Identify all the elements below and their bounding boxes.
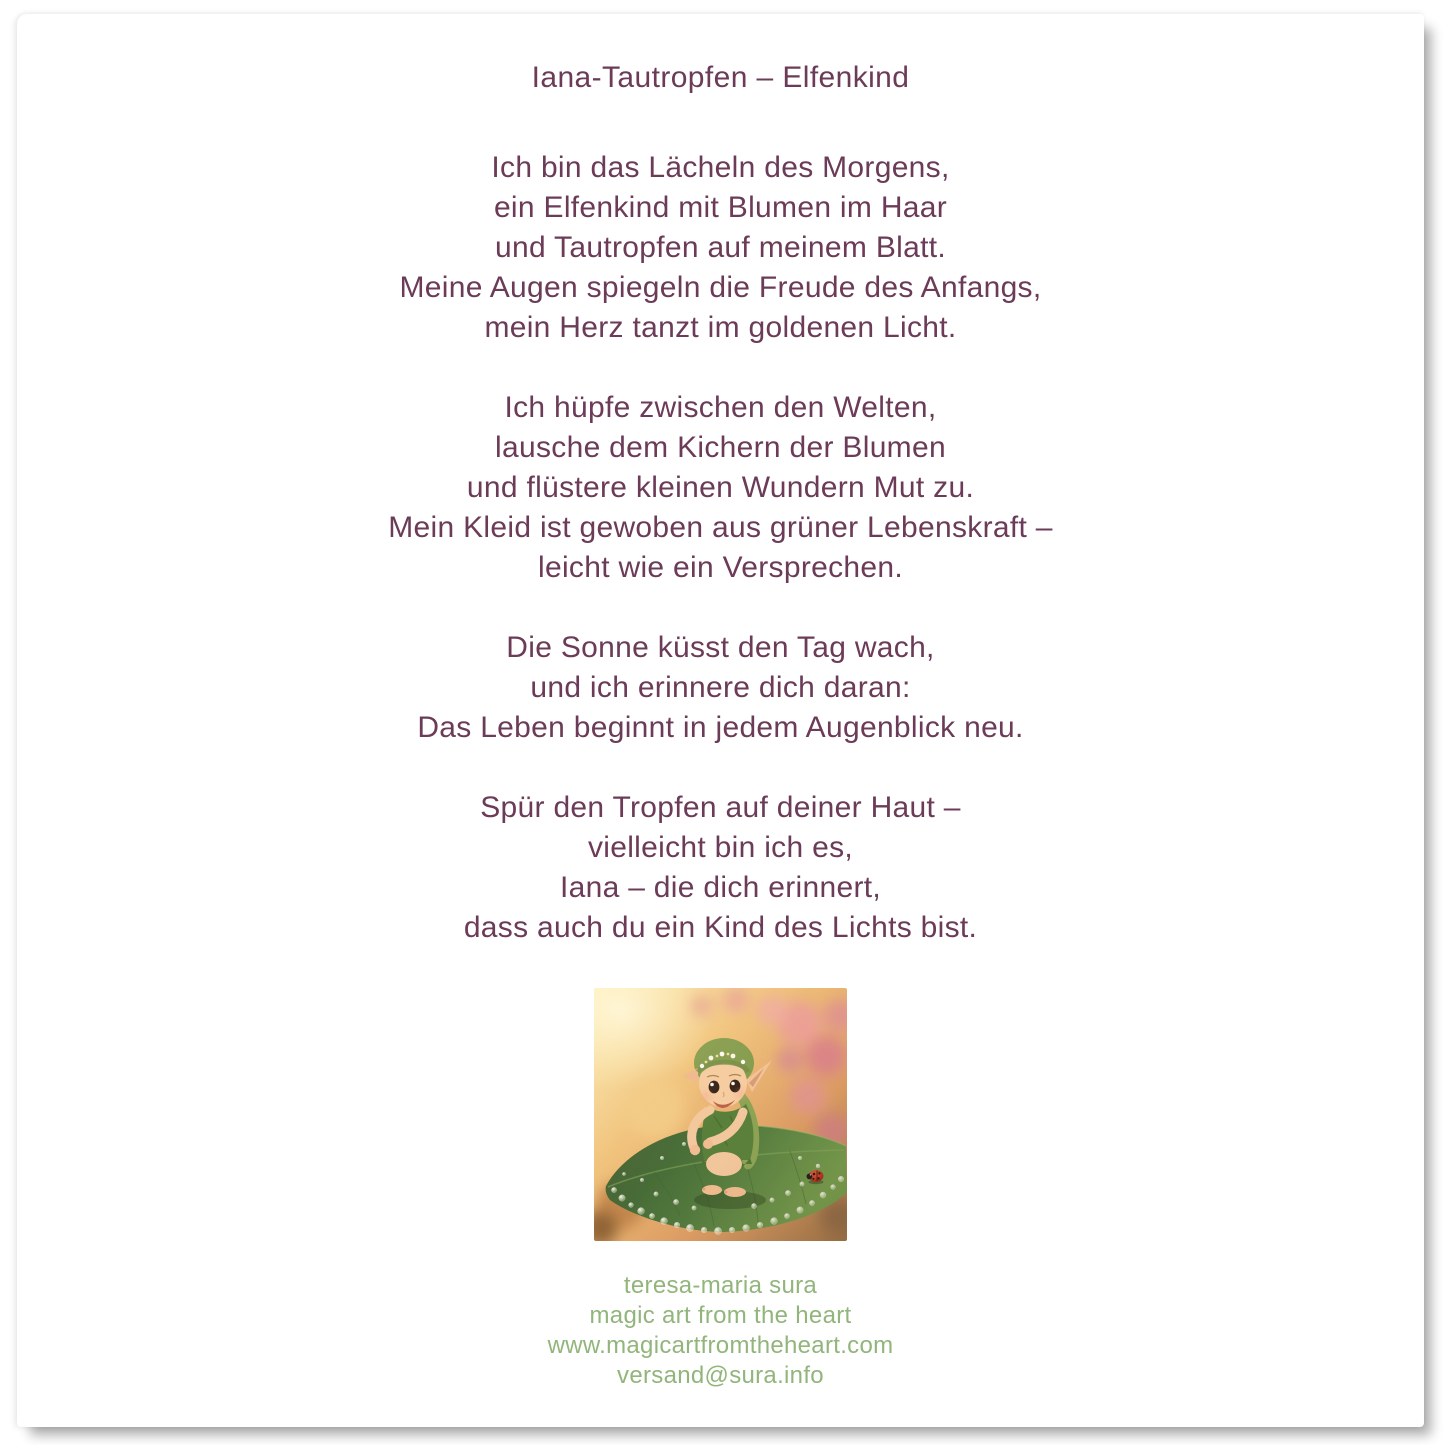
poem-title: Iana-Tautropfen – Elfenkind <box>531 61 910 94</box>
text-line: Ich bin das Lächeln des Morgens, <box>491 151 950 184</box>
poem-stanza-1 <box>17 148 1424 348</box>
text-line: und ich erinnere dich daran: <box>530 671 911 704</box>
text-line: und Tautropfen auf meinem Blatt. <box>495 231 946 264</box>
text-line: und flüstere kleinen Wundern Mut zu. <box>466 471 975 504</box>
text-line: dass auch du ein Kind des Lichts bist. <box>463 911 978 944</box>
text-line: www.magicartfromtheheart.com <box>547 1332 894 1359</box>
text-line: ein Elfenkind mit Blumen im Haar <box>493 191 948 224</box>
light-overlay <box>594 988 847 1241</box>
text-line: Ich hüpfe zwischen den Welten, <box>504 391 937 424</box>
poem-card <box>17 14 1424 1427</box>
text-line: Mein Kleid ist gewoben aus grüner Lebenskraft – <box>388 511 1053 544</box>
poem-stanza-3 <box>17 628 1424 748</box>
text-line: teresa-maria sura <box>623 1272 818 1299</box>
text-line: versand@sura.info <box>617 1362 824 1389</box>
text-line: vielleicht bin ich es, <box>587 831 854 864</box>
poem-stanza-2 <box>17 388 1424 588</box>
text-line: lausche dem Kichern der Blumen <box>495 431 946 464</box>
text-line: mein Herz tanzt im goldenen Licht. <box>484 311 957 344</box>
text-line: magic art from the heart <box>589 1302 852 1329</box>
text-line: Die Sonne küsst den Tag wach, <box>506 631 935 664</box>
poem-stanza-4 <box>17 788 1424 948</box>
text-line: Iana – die dich erinnert, <box>559 871 882 904</box>
text-line: Spür den Tropfen auf deiner Haut – <box>480 791 961 824</box>
elf-artwork-image <box>594 988 847 1241</box>
text-line: leicht wie ein Versprechen. <box>538 551 903 584</box>
text-line: Meine Augen spiegeln die Freude des Anfangs, <box>399 271 1042 304</box>
footer-contact <box>17 1271 1424 1391</box>
text-line: Das Leben beginnt in jedem Augenblick neu. <box>417 711 1024 744</box>
